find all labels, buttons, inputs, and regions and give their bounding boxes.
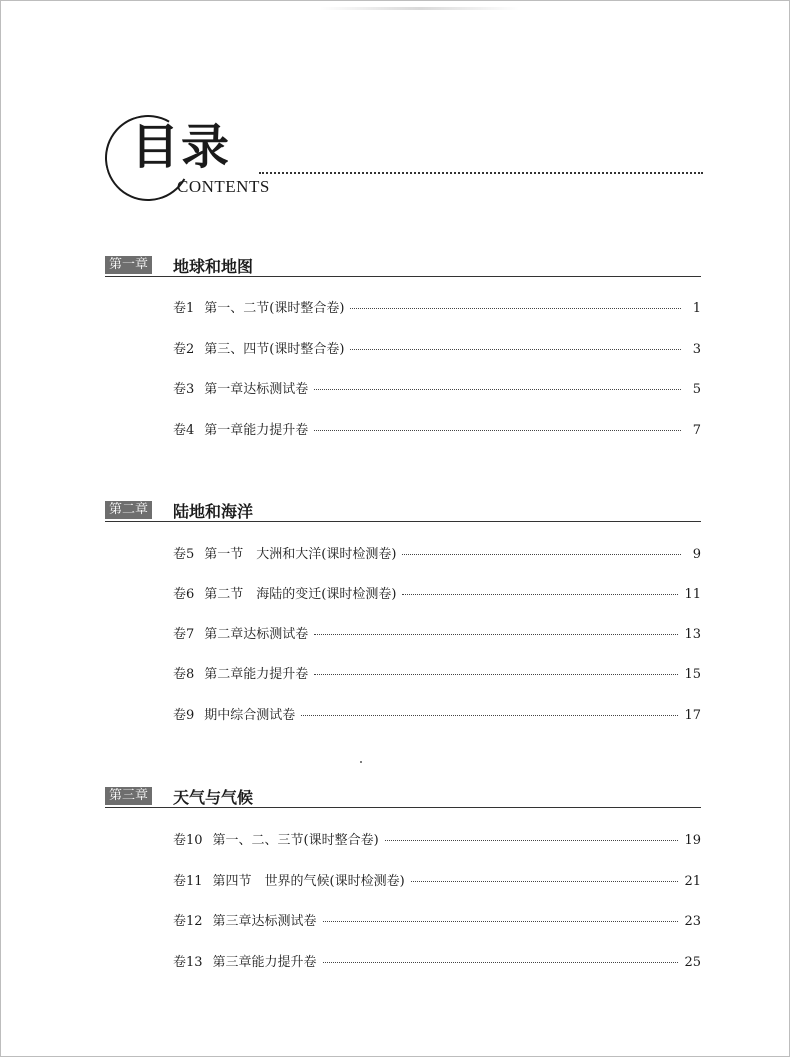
toc-entry[interactable] <box>173 829 701 849</box>
toc-entry-title: 第四节 世界的气候(课时检测卷) <box>212 874 405 889</box>
toc-entry-volume: 卷8 <box>173 667 195 682</box>
toc-entry-volume: 卷2 <box>173 342 195 357</box>
toc-entry[interactable] <box>173 910 701 930</box>
toc-entry-volume: 卷1 <box>173 301 195 316</box>
toc-heading <box>105 105 705 205</box>
toc-entry[interactable] <box>173 378 701 398</box>
chapter-title: 天气与气候 <box>173 788 254 807</box>
leader-dots <box>314 389 681 390</box>
chapter-badge: 第一章 <box>105 256 152 274</box>
toc-entry[interactable] <box>173 704 701 724</box>
chapter-title: 地球和地图 <box>173 257 254 276</box>
leader-dots <box>301 715 678 716</box>
toc-entry-page: 7 <box>692 423 701 438</box>
toc-entry-page: 13 <box>684 627 701 642</box>
leader-dots <box>350 308 681 309</box>
toc-entry[interactable] <box>173 623 701 643</box>
leader-dots <box>323 962 679 963</box>
toc-entry[interactable] <box>173 583 701 603</box>
page-title: 目录 <box>131 119 232 175</box>
toc-entry-volume: 卷7 <box>173 627 195 642</box>
toc-entry-title: 第二章能力提升卷 <box>204 667 309 682</box>
toc-entry-title: 第三章能力提升卷 <box>212 955 317 970</box>
toc-entry-volume: 卷12 <box>173 914 203 929</box>
toc-entry-page: 25 <box>684 955 701 970</box>
toc-entry-page: 5 <box>692 382 701 397</box>
scan-speck <box>360 761 362 763</box>
toc-entry-page: 15 <box>684 667 701 682</box>
leader-dots <box>385 840 679 841</box>
chapter-header <box>105 501 701 522</box>
toc-entry[interactable] <box>173 338 701 358</box>
leader-dots <box>314 430 681 431</box>
toc-entry-volume: 卷10 <box>173 833 203 848</box>
chapter-header <box>105 787 701 808</box>
toc-entry-page: 21 <box>684 874 701 889</box>
toc-entry-title: 期中综合测试卷 <box>204 708 296 723</box>
toc-entry-title: 第二节 海陆的变迁(课时检测卷) <box>204 587 397 602</box>
toc-entry-title: 第三章达标测试卷 <box>212 914 317 929</box>
toc-entry-volume: 卷5 <box>173 547 195 562</box>
toc-entry[interactable] <box>173 419 701 439</box>
heading-dotted-rule <box>259 172 703 174</box>
toc-entry-title: 第一章达标测试卷 <box>204 382 309 397</box>
leader-dots <box>314 634 678 635</box>
toc-entry[interactable] <box>173 870 701 890</box>
page-subtitle: CONTENTS <box>177 177 270 196</box>
toc-entry-volume: 卷13 <box>173 955 203 970</box>
chapter-title: 陆地和海洋 <box>173 502 254 521</box>
toc-entry-page: 3 <box>692 342 701 357</box>
toc-entry[interactable] <box>173 951 701 971</box>
scan-artifact <box>319 7 519 10</box>
toc-entry-page: 11 <box>684 587 701 602</box>
leader-dots <box>402 594 678 595</box>
chapter-badge: 第三章 <box>105 787 152 805</box>
toc-entry-volume: 卷6 <box>173 587 195 602</box>
toc-entry-volume: 卷11 <box>173 874 203 889</box>
toc-entry-page: 1 <box>692 301 701 316</box>
toc-entry[interactable] <box>173 297 701 317</box>
leader-dots <box>402 554 681 555</box>
toc-entry-title: 第一、二节(课时整合卷) <box>204 301 345 316</box>
toc-entry-volume: 卷9 <box>173 708 195 723</box>
toc-entry-volume: 卷3 <box>173 382 195 397</box>
toc-entry-title: 第一节 大洲和大洋(课时检测卷) <box>204 547 397 562</box>
toc-entry[interactable] <box>173 663 701 683</box>
chapter-badge: 第二章 <box>105 501 152 519</box>
toc-entry-title: 第一章能力提升卷 <box>204 423 309 438</box>
chapter-section <box>105 501 701 723</box>
toc-entry-volume: 卷4 <box>173 423 195 438</box>
toc-entry-title: 第一、二、三节(课时整合卷) <box>212 833 379 848</box>
chapter-header <box>105 256 701 277</box>
toc-entry-page: 17 <box>684 708 701 723</box>
toc-entry-title: 第三、四节(课时整合卷) <box>204 342 345 357</box>
toc-entry-page: 9 <box>692 547 701 562</box>
leader-dots <box>314 674 678 675</box>
chapter-section <box>105 787 701 970</box>
toc-entry-title: 第二章达标测试卷 <box>204 627 309 642</box>
leader-dots <box>411 881 679 882</box>
chapter-section <box>105 256 701 438</box>
toc-entry-page: 23 <box>684 914 701 929</box>
leader-dots <box>350 349 681 350</box>
toc-entry[interactable] <box>173 543 701 563</box>
toc-entry-page: 19 <box>684 833 701 848</box>
leader-dots <box>323 921 679 922</box>
